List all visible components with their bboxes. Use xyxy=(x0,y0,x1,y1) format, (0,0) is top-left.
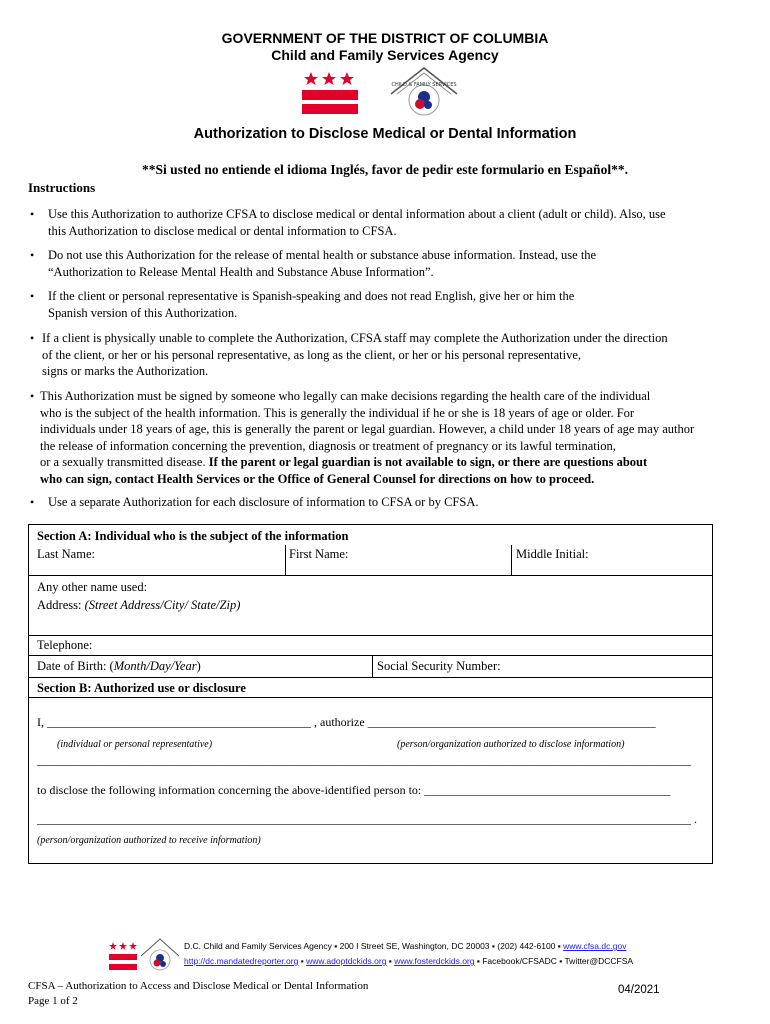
telephone-row xyxy=(29,635,712,656)
authorizer-hint: (individual or personal representative) xyxy=(57,739,213,750)
last-name-field[interactable]: Last Name: xyxy=(37,547,95,561)
adopt-dc-kids-link[interactable]: www.adoptdckids.org xyxy=(306,956,387,966)
disclosing-party-hint: (person/organization authorized to disclose information) xyxy=(397,739,625,750)
agency-seal-logo xyxy=(385,64,463,120)
telephone-field[interactable]: Telephone: xyxy=(37,638,93,652)
recipient-line[interactable]: to disclose the following information concerning the above-identified person to: _________________________________________ xyxy=(37,783,671,797)
recipient-hint: (person/organization authorized to receive information) xyxy=(37,835,261,846)
footer-address-line: D.C. Child and Family Services Agency ▪ 200 I Street SE, Washington, DC 20003 ▪ (202) 442-6100 ▪ www.cfsa.dc.gov xyxy=(184,941,627,951)
bullet-icon: • xyxy=(30,389,35,403)
disclosing-party-line[interactable]: _____________________________________________________________________________________________________________ xyxy=(37,753,691,767)
page-number: Page 1 of 2 xyxy=(28,995,78,1007)
agency-title: Child and Family Services Agency xyxy=(271,47,499,63)
bullet-icon: • xyxy=(30,207,35,221)
section-b-heading: Section B: Authorized use or disclosure xyxy=(37,681,246,695)
bullet-icon: • xyxy=(30,289,35,303)
footer-dc-flag-logo xyxy=(108,940,138,972)
name-row xyxy=(29,525,712,576)
section-a-heading: Section A: Individual who is the subject of the information xyxy=(37,529,349,543)
foster-dc-kids-link[interactable]: www.fosterdckids.org xyxy=(394,956,475,966)
other-name-field[interactable]: Any other name used: xyxy=(37,580,148,594)
address-field[interactable]: Address: (Street Address/City/ State/Zip) xyxy=(37,598,241,612)
spanish-language-note: **Si usted no entiende el idioma Inglés, favor de pedir este formulario en Español**. xyxy=(142,162,628,177)
footer-links-line: http://dc.mandatedreporter.org ▪ www.adoptdckids.org ▪ www.fosterdckids.org ▪ Facebook/CFSADC ▪ Twitter@DCCFSA xyxy=(184,956,634,966)
authorization-form xyxy=(28,524,713,864)
dc-flag-logo xyxy=(300,68,360,116)
bullet-icon: • xyxy=(30,248,35,262)
middle-initial-field[interactable]: Middle Initial: xyxy=(516,547,589,561)
mandated-reporter-link[interactable]: http://dc.mandatedreporter.org xyxy=(184,956,299,966)
authorizer-line[interactable]: I, ____________________________________________ , authorize ________________________________________________ xyxy=(37,715,656,729)
form-revision-date: 04/2021 xyxy=(618,984,660,996)
footer-agency-seal-logo xyxy=(138,936,182,974)
recipient-line-continued[interactable]: _____________________________________________________________________________________________________________ . xyxy=(37,812,697,826)
svg-text:CHILD & FAMILY SERVICES: CHILD & FAMILY SERVICES xyxy=(391,82,457,88)
bullet-icon: • xyxy=(30,331,35,345)
first-name-field[interactable]: First Name: xyxy=(289,547,349,561)
form-name: CFSA – Authorization to Access and Disclose Medical or Dental Information xyxy=(28,980,369,992)
document-title: Authorization to Disclose Medical or Dental Information xyxy=(193,126,577,142)
cfsa-website-link[interactable]: www.cfsa.dc.gov xyxy=(563,941,627,951)
government-title: GOVERNMENT OF THE DISTRICT OF COLUMBIA xyxy=(221,30,549,46)
instructions-heading: Instructions xyxy=(28,180,96,195)
bullet-icon: • xyxy=(30,495,35,509)
ssn-field[interactable]: Social Security Number: xyxy=(377,659,501,673)
date-of-birth-field[interactable]: Date of Birth: (Month/Day/Year) xyxy=(37,659,201,673)
